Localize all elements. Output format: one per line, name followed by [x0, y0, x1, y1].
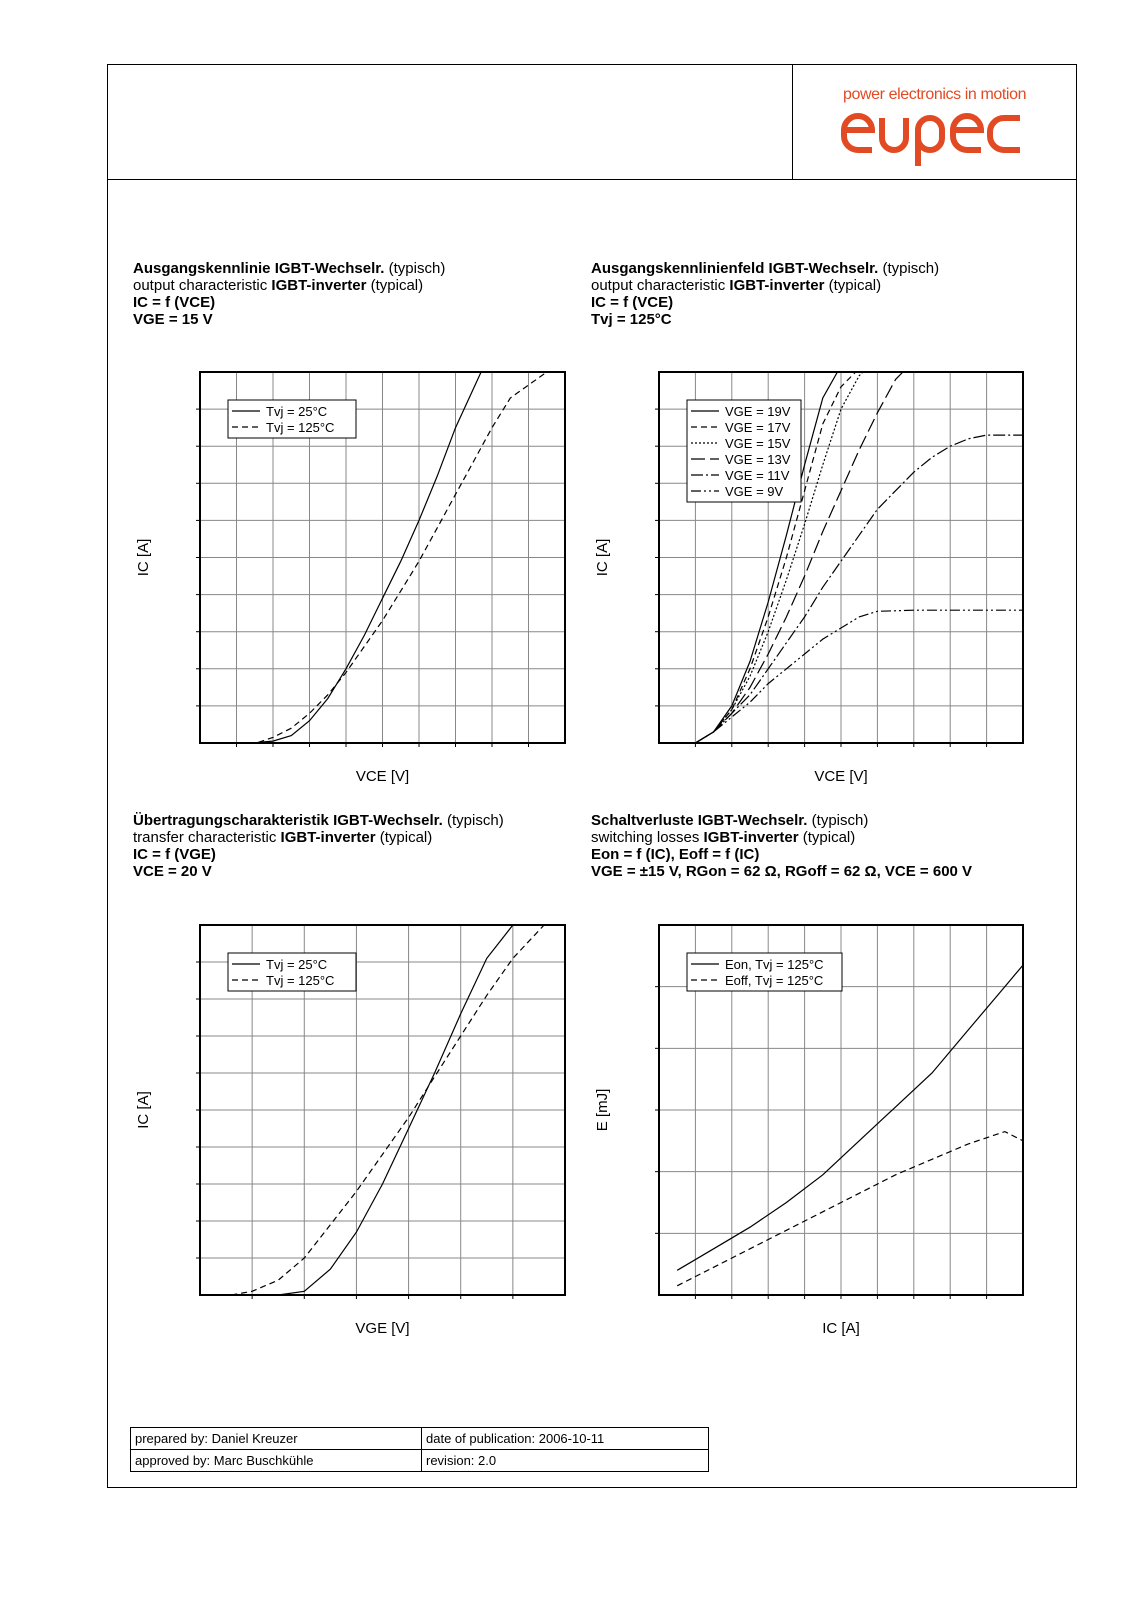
logo-tagline: power electronics in motion [843, 86, 1027, 103]
chart3-title: Übertragungscharakteristik IGBT-Wechselr. (typisch) transfer characteristic IGBT-inverter (typical) IC = f (VGE) VCE = 20 V [133, 812, 504, 880]
legend-label: Tvj = 25°C [266, 404, 328, 419]
legend-label: VGE = 19V [725, 404, 791, 419]
x-axis-label: VCE [V] [814, 768, 868, 785]
chart1-title: Ausgangskennlinie IGBT-Wechselr. (typisch) output characteristic IGBT-inverter (typical) IC = f (VCE) VGE = 15 V [133, 260, 446, 328]
series-line-1 [677, 1132, 1023, 1286]
y-axis-label: IC [A] [594, 538, 611, 577]
chart4-title: Schaltverluste IGBT-Wechselr. (typisch) switching losses IGBT-inverter (typical) Eon = f (IC), Eoff = f (IC) VGE = ±15 V, RGon = 62 Ω, RGoff = 62 Ω, VCE = 600 V [591, 812, 973, 880]
revision: revision: 2.0 [422, 1450, 709, 1472]
legend-label: Eon, Tvj = 125°C [725, 957, 824, 972]
legend-label: VGE = 17V [725, 420, 791, 435]
series-line-0 [677, 965, 1023, 1270]
legend-label: Tvj = 25°C [266, 957, 328, 972]
x-axis-label: IC [A] [822, 1320, 860, 1337]
legend-label: Tvj = 125°C [266, 420, 335, 435]
approved-by: approved by: Marc Buschkühle [131, 1450, 422, 1472]
legend-label: Tvj = 125°C [266, 973, 335, 988]
legend-label: VGE = 9V [725, 484, 784, 499]
prepared-by: prepared by: Daniel Kreuzer [131, 1428, 422, 1450]
footer-table [130, 1427, 709, 1472]
legend-label: VGE = 13V [725, 452, 791, 467]
y-axis-label: IC [A] [135, 538, 152, 577]
legend-label: VGE = 15V [725, 436, 791, 451]
legend-label: Eoff, Tvj = 125°C [725, 973, 824, 988]
series-line-5 [695, 610, 1023, 743]
y-axis-label: IC [A] [135, 1091, 152, 1129]
x-axis-label: VGE [V] [355, 1320, 410, 1337]
publication-date: date of publication: 2006-10-11 [422, 1428, 709, 1450]
chart2-title: Ausgangskennlinienfeld IGBT-Wechselr. (typisch) output characteristic IGBT-inverter (typical) IC = f (VCE) Tvj = 125°C [591, 260, 940, 328]
x-axis-label: VCE [V] [355, 768, 410, 785]
legend-label: VGE = 11V [725, 468, 790, 483]
y-axis-label: E [mJ] [594, 1088, 611, 1132]
